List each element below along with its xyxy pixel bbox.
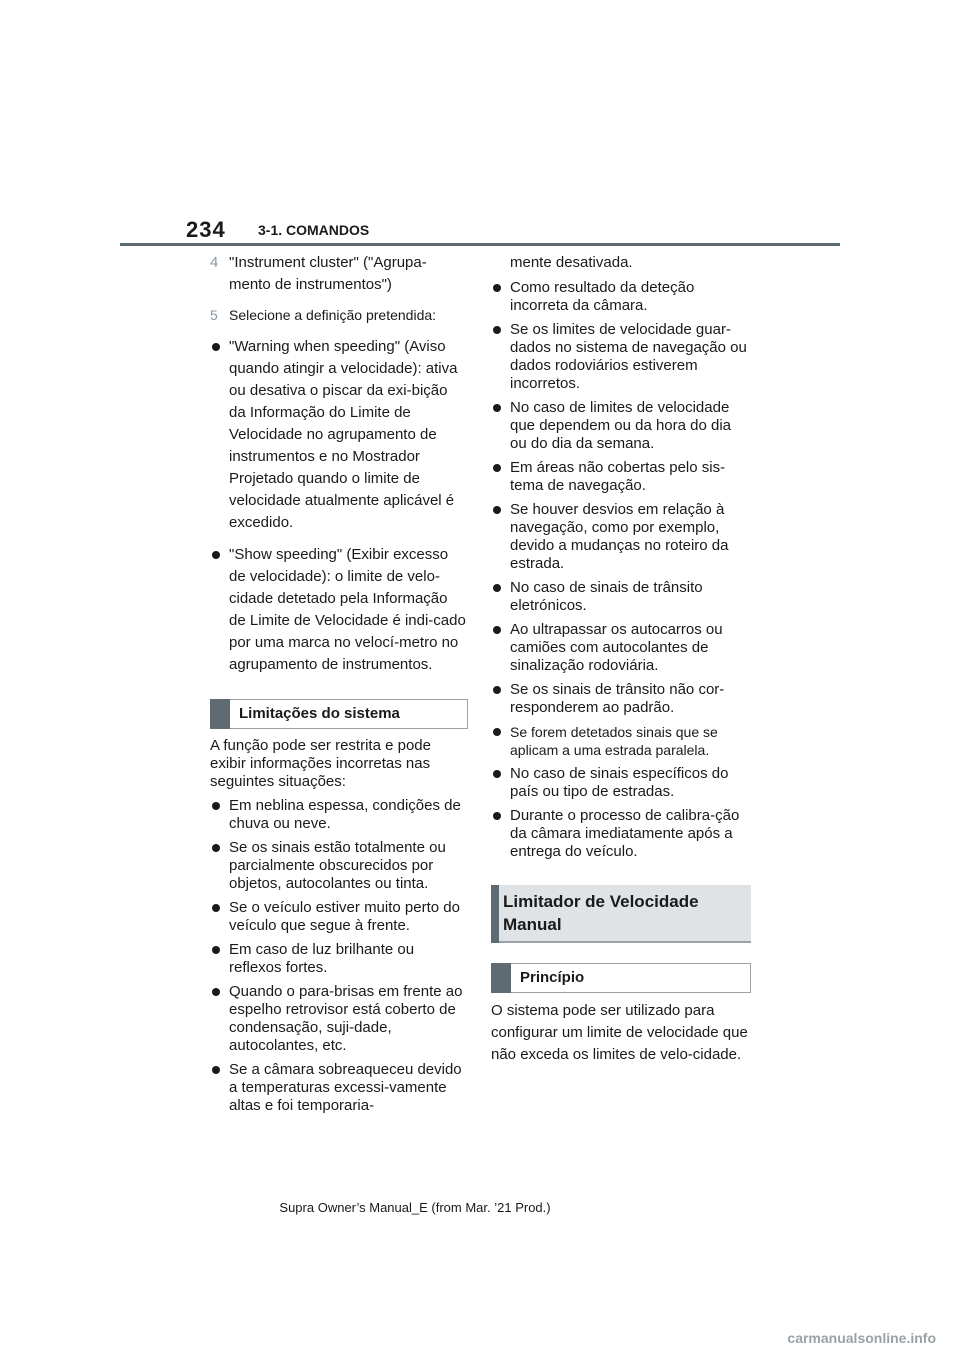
section-title: 3-1. COMANDOS: [258, 222, 370, 238]
list-item: Como resultado da deteção incorreta da câmara.: [491, 279, 751, 315]
main-heading: Limitador de Velocidade Manual: [491, 885, 751, 943]
bullet-warning-when-speeding: "Warning when speeding" (Aviso quando atingir a velocidade): ativa ou desativa o piscar da exi-bição da Informação do Limite de Velocidade no agrupamento de instrumentos e no Mostrador Projetado quando o limite de velocidade atualmente aplicável é excedido.: [210, 336, 468, 534]
list-item: Se os limites de velocidade guar-dados no sistema de navegação ou dados rodoviários estiverem incorretos.: [491, 321, 751, 393]
list-item: Quando o para-brisas em frente ao espelho retrovisor está coberto de condensação, suji-dade, autocolantes, etc.: [210, 983, 468, 1055]
page-number: 234: [186, 217, 226, 242]
list-item: Em áreas não cobertas pelo sis-tema de navegação.: [491, 459, 751, 495]
right-column: [491, 252, 751, 1066]
left-column: [210, 252, 468, 1115]
footer-text: Supra Owner’s Manual_E (from Mar. ’21 Prod.): [279, 1200, 551, 1215]
list-item: No caso de sinais de trânsito eletrónicos.: [491, 579, 751, 615]
step-number: 5: [210, 307, 218, 323]
step-5: [210, 304, 468, 326]
list-item: Se os sinais de trânsito não cor-responderem ao padrão.: [491, 681, 751, 717]
bullet-show-speeding: "Show speeding" (Exibir excesso de velocidade): o limite de velo-cidade detetado pela Informação de Limite de Velocidade é indi-cado por uma marca no velocí-metro no agrupamento de instrumentos.: [210, 544, 468, 676]
list-item: Em caso de luz brilhante ou reflexos fortes.: [210, 941, 468, 977]
principle-text: O sistema pode ser utilizado para configurar um limite de velocidade que não exceda os limites de velo-cidade.: [491, 1002, 748, 1063]
principle-heading: Princípio: [491, 963, 751, 993]
header-divider: [120, 243, 840, 246]
limitations-intro: A função pode ser restrita e pode exibir informações incorretas nas seguintes situações:: [210, 737, 431, 790]
list-item: Se forem detetados sinais que se aplicam a uma estrada paralela.: [491, 723, 751, 759]
step-number: 4: [210, 254, 219, 271]
list-item: No caso de sinais específicos do país ou tipo de estradas.: [491, 765, 751, 801]
list-item: Em neblina espessa, condições de chuva ou neve.: [210, 797, 468, 833]
step-4: [210, 252, 468, 296]
list-item: Se a câmara sobreaqueceu devido a temperaturas excessi-vamente altas e foi temporaria-: [210, 1061, 468, 1115]
list-item: Ao ultrapassar os autocarros ou camiões com autocolantes de sinalização rodoviária.: [491, 621, 751, 675]
list-item: No caso de limites de velocidade que dependem ou da hora do dia ou do dia da semana.: [491, 399, 751, 453]
list-item: Se houver desvios em relação à navegação, como por exemplo, devido a mudanças no roteiro da estrada.: [491, 501, 751, 573]
list-item: Se o veículo estiver muito perto do veículo que segue à frente.: [210, 899, 468, 935]
limitations-heading: Limitações do sistema: [210, 699, 468, 729]
watermark: carmanualsonline.info: [787, 1330, 936, 1346]
footer: [0, 1200, 960, 1215]
continuation-text: mente desativada.: [510, 254, 633, 271]
list-item: Durante o processo de calibra-ção da câmara imediatamente após a entrega do veículo.: [491, 807, 751, 861]
list-item: Se os sinais estão totalmente ou parcialmente obscurecidos por objetos, autocolantes ou tinta.: [210, 839, 468, 893]
step-text: Selecione a definição pretendida:: [229, 307, 437, 323]
step-text: "Instrument cluster" ("Agrupa-mento de instrumentos"): [229, 254, 427, 293]
